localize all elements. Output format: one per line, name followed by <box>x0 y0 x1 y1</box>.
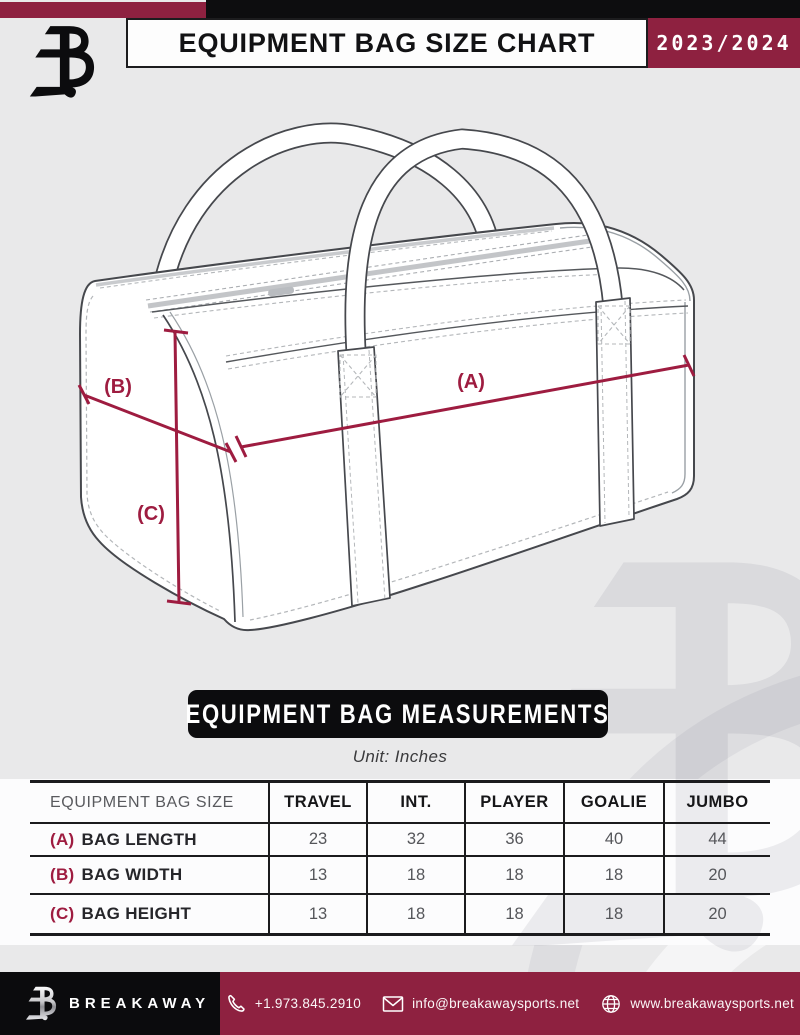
table-row-label <box>30 857 270 895</box>
table-cell: 18 <box>368 895 466 933</box>
table-header-jumbo: JUMBO <box>665 783 770 824</box>
season-label: 2023/2024 <box>656 31 792 55</box>
footer-contact-bar <box>220 972 800 1035</box>
table-cell: 20 <box>708 904 727 923</box>
table-cell: 40 <box>565 824 665 857</box>
row-key: (A) <box>50 829 75 849</box>
dimension-label-length: (A) <box>457 371 485 393</box>
phone-number: +1.973.845.2910 <box>254 996 362 1011</box>
unit-note: Unit: Inches <box>352 747 448 766</box>
row-key: (C) <box>50 904 75 923</box>
envelope-icon <box>382 995 404 1013</box>
email-address: info@breakawaysports.net <box>412 996 580 1011</box>
page-title: EQUIPMENT BAG SIZE CHART <box>178 27 596 58</box>
dimension-label-height: (C) <box>137 503 165 525</box>
footer-email <box>382 995 579 1013</box>
footer-phone <box>226 993 361 1014</box>
table-cell: 44 <box>665 824 770 857</box>
row-key: (B) <box>50 865 75 884</box>
table-cell: 18 <box>565 895 665 933</box>
table-cell: 18 <box>466 857 565 895</box>
table-cell: 20 <box>665 857 770 895</box>
header-maroon-strip <box>0 2 206 18</box>
row-label: BAG WIDTH <box>81 865 183 884</box>
footer-brand-block <box>0 972 220 1035</box>
measurements-badge <box>188 690 608 738</box>
table-header-int: INT. <box>368 783 466 824</box>
table-header-travel: TRAVEL <box>270 783 368 824</box>
table-header-size: EQUIPMENT BAG SIZE <box>30 783 270 824</box>
row-label: BAG LENGTH <box>81 829 197 849</box>
dimension-label-width: (B) <box>104 376 132 398</box>
table-cell: 18 <box>565 857 665 895</box>
table-cell: 13 <box>270 857 368 895</box>
table-row-label <box>30 824 270 857</box>
header-black-strip <box>206 0 800 18</box>
table-header-goalie: GOALIE <box>565 783 665 824</box>
table-cell: 18 <box>466 895 565 933</box>
table-cell: 18 <box>368 857 466 895</box>
page-title-box <box>126 18 648 68</box>
breakaway-b-logo-icon <box>26 984 58 1024</box>
size-table <box>30 780 770 936</box>
table-header-player: PLAYER <box>466 783 565 824</box>
table-cell: 13 <box>270 895 368 933</box>
globe-icon <box>600 993 622 1015</box>
table-cell: 32 <box>368 824 466 857</box>
season-badge <box>648 18 800 68</box>
brand-name: BREAKAWAY <box>69 995 211 1012</box>
row-label: BAG HEIGHT <box>81 904 192 923</box>
phone-icon <box>226 993 247 1014</box>
table-row-label <box>30 895 270 933</box>
footer-website <box>600 993 794 1015</box>
breakaway-b-logo-icon <box>27 22 101 104</box>
table-cell: 36 <box>466 824 565 857</box>
website-url: www.breakawaysports.net <box>630 996 795 1011</box>
measurements-badge-title: EQUIPMENT BAG MEASUREMENTS <box>186 698 610 729</box>
table-cell: 23 <box>270 824 368 857</box>
equipment-bag-diagram <box>0 115 800 695</box>
